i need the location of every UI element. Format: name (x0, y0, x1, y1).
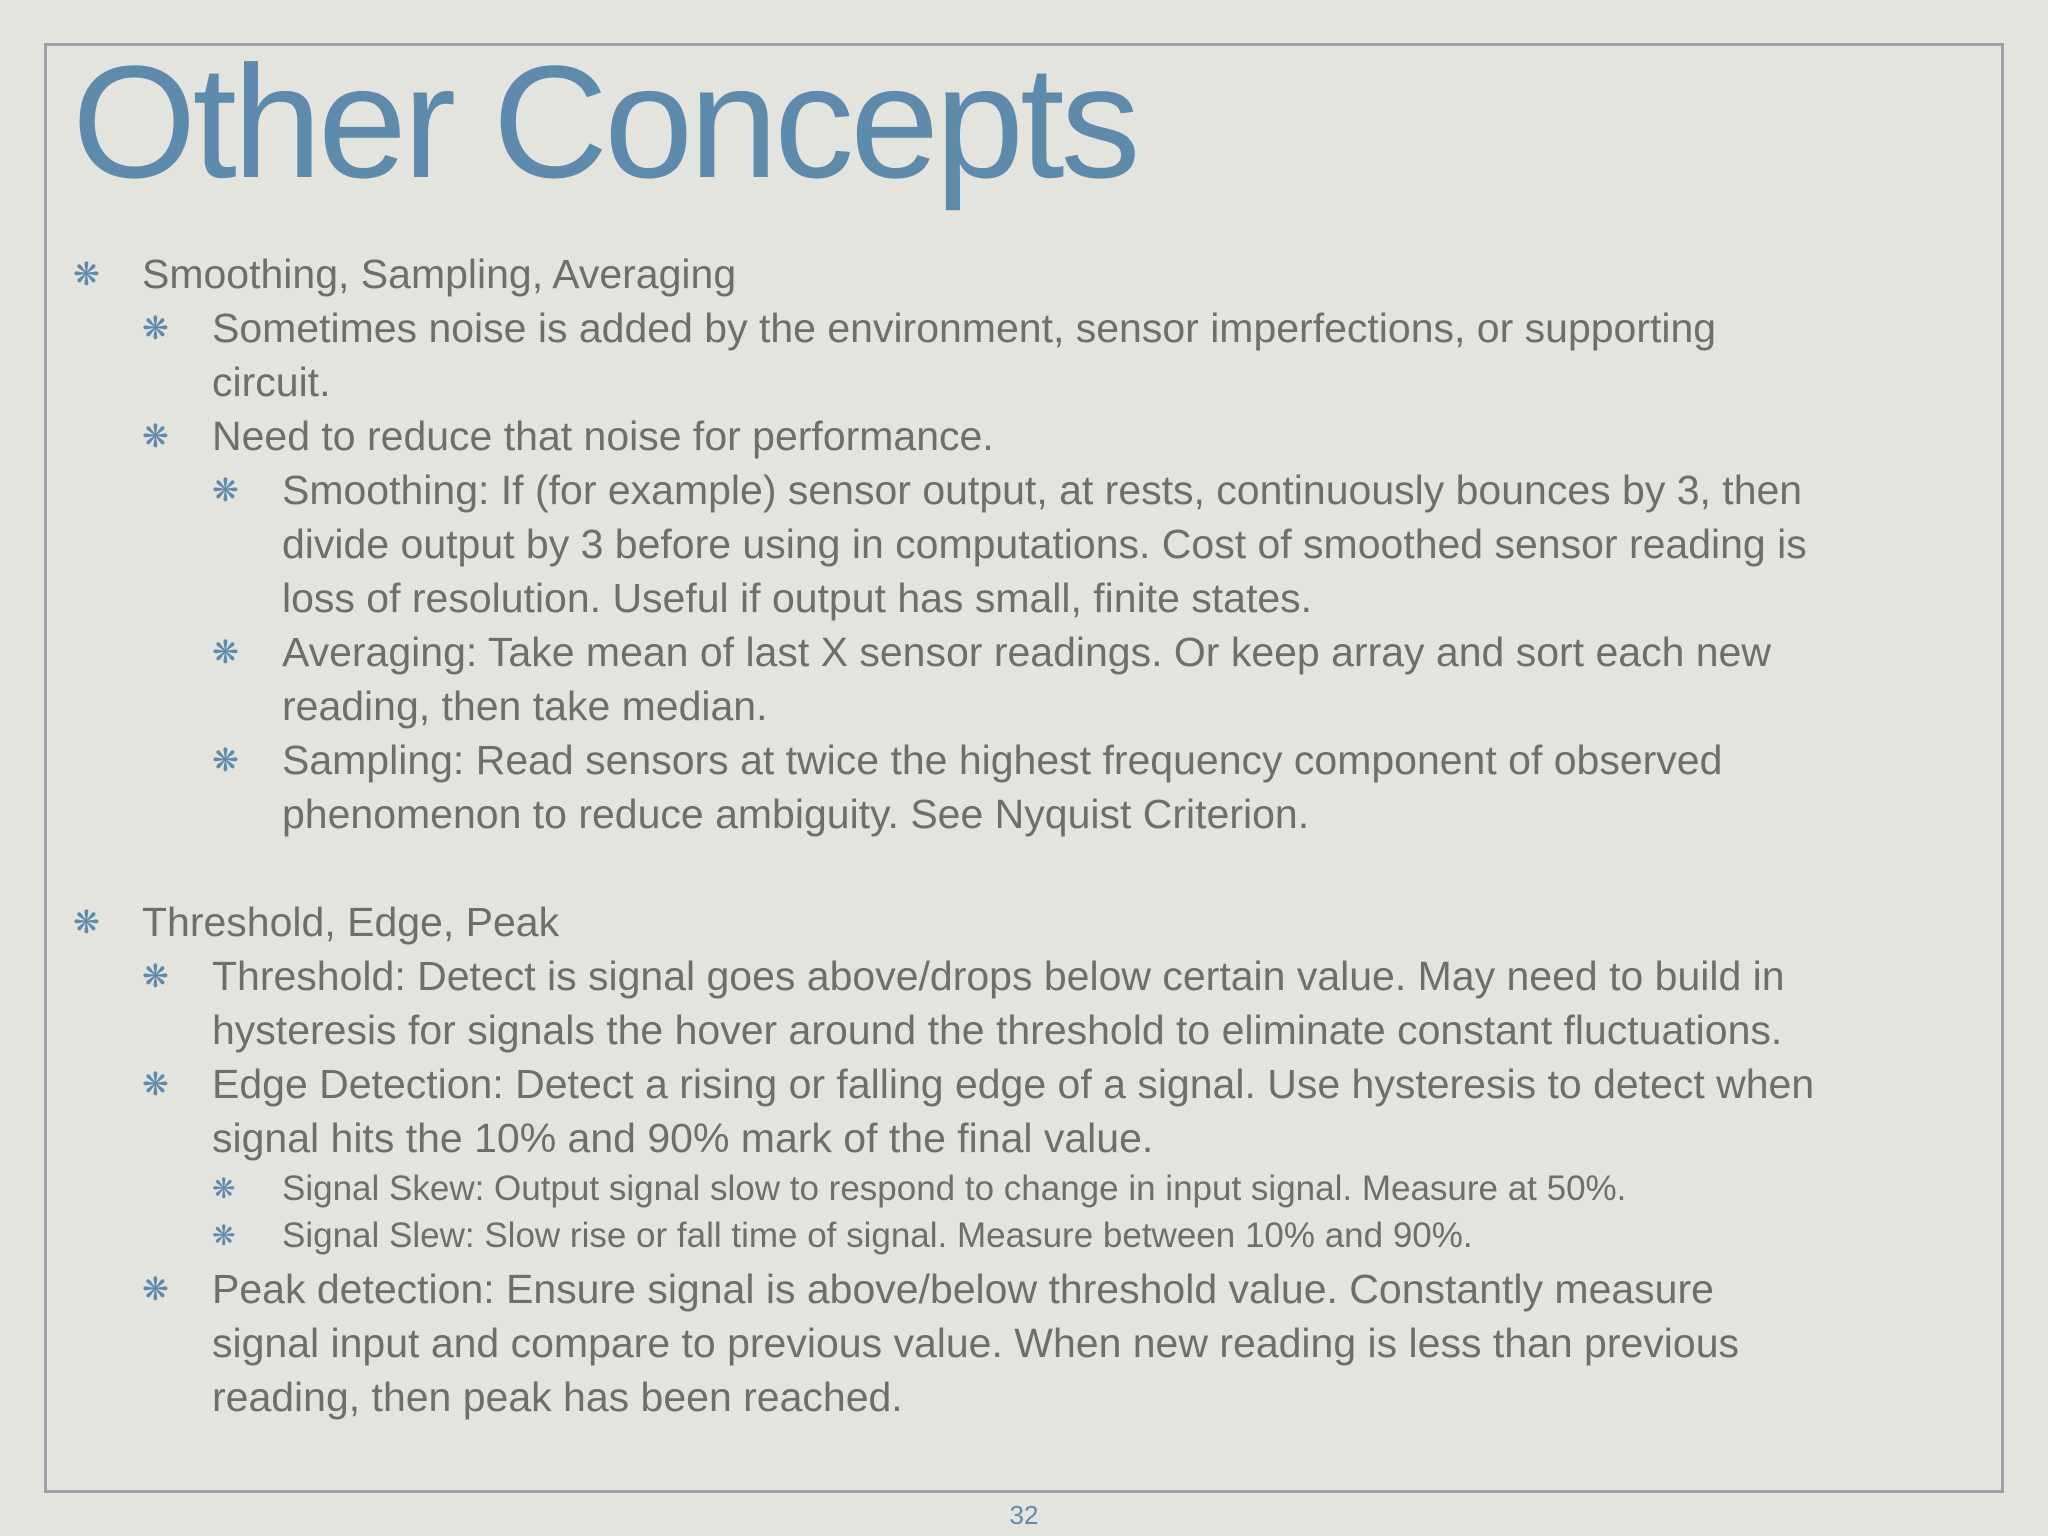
list-item: Signal Skew: Output signal slow to respond to change in input signal. Measure at 50%. (282, 1169, 1627, 1208)
list-item-continuation: circuit. (212, 359, 331, 405)
bullet-icon: ❋ (142, 310, 169, 346)
list-item: Peak detection: Ensure signal is above/below threshold value. Constantly measure (212, 1266, 1714, 1312)
page-number: 32 (1009, 1500, 1039, 1530)
bullet-icon: ❋ (212, 1173, 236, 1204)
list-item: Smoothing, Sampling, Averaging (142, 251, 737, 297)
list-item: Need to reduce that noise for performance. (212, 413, 994, 459)
bullet-icon: ❋ (142, 1271, 169, 1307)
list-item-continuation: signal hits the 10% and 90% mark of the final value. (212, 1115, 1154, 1161)
bullet-icon: ❋ (212, 1220, 236, 1251)
list-item-continuation: divide output by 3 before using in computations. Cost of smoothed sensor reading is (282, 521, 1807, 567)
bullet-icon: ❋ (73, 256, 100, 292)
bullet-icon: ❋ (212, 472, 239, 508)
list-item-continuation: hysteresis for signals the hover around the threshold to eliminate constant fluctuations. (212, 1007, 1783, 1053)
list-item: Signal Slew: Slow rise or fall time of signal. Measure between 10% and 90%. (282, 1216, 1473, 1255)
list-item-continuation: signal input and compare to previous value. When new reading is less than previous (212, 1320, 1739, 1366)
list-item: Edge Detection: Detect a rising or falling edge of a signal. Use hysteresis to detect when (212, 1061, 1815, 1107)
list-item-continuation: reading, then take median. (282, 683, 768, 729)
list-item: Sampling: Read sensors at twice the highest frequency component of observed (282, 737, 1723, 783)
list-item: Sometimes noise is added by the environment, sensor imperfections, or supporting (212, 305, 1717, 351)
bullet-icon: ❋ (142, 418, 169, 454)
bullet-icon: ❋ (73, 904, 100, 940)
list-item: Threshold, Edge, Peak (142, 899, 560, 945)
list-item-continuation: loss of resolution. Useful if output has small, finite states. (282, 575, 1313, 621)
slide-title: Other Concepts (72, 32, 1137, 211)
list-item-continuation: reading, then peak has been reached. (212, 1374, 903, 1420)
bullet-icon: ❋ (212, 634, 239, 670)
list-item-continuation: phenomenon to reduce ambiguity. See Nyquist Criterion. (282, 791, 1310, 837)
bullet-icon: ❋ (142, 958, 169, 994)
list-item: Smoothing: If (for example) sensor output, at rests, continuously bounces by 3, then (282, 467, 1803, 513)
list-item: Averaging: Take mean of last X sensor readings. Or keep array and sort each new (282, 629, 1771, 675)
bullet-icon: ❋ (212, 742, 239, 778)
list-item: Threshold: Detect is signal goes above/drops below certain value. May need to build in (212, 953, 1785, 999)
bullet-icon: ❋ (142, 1066, 169, 1102)
